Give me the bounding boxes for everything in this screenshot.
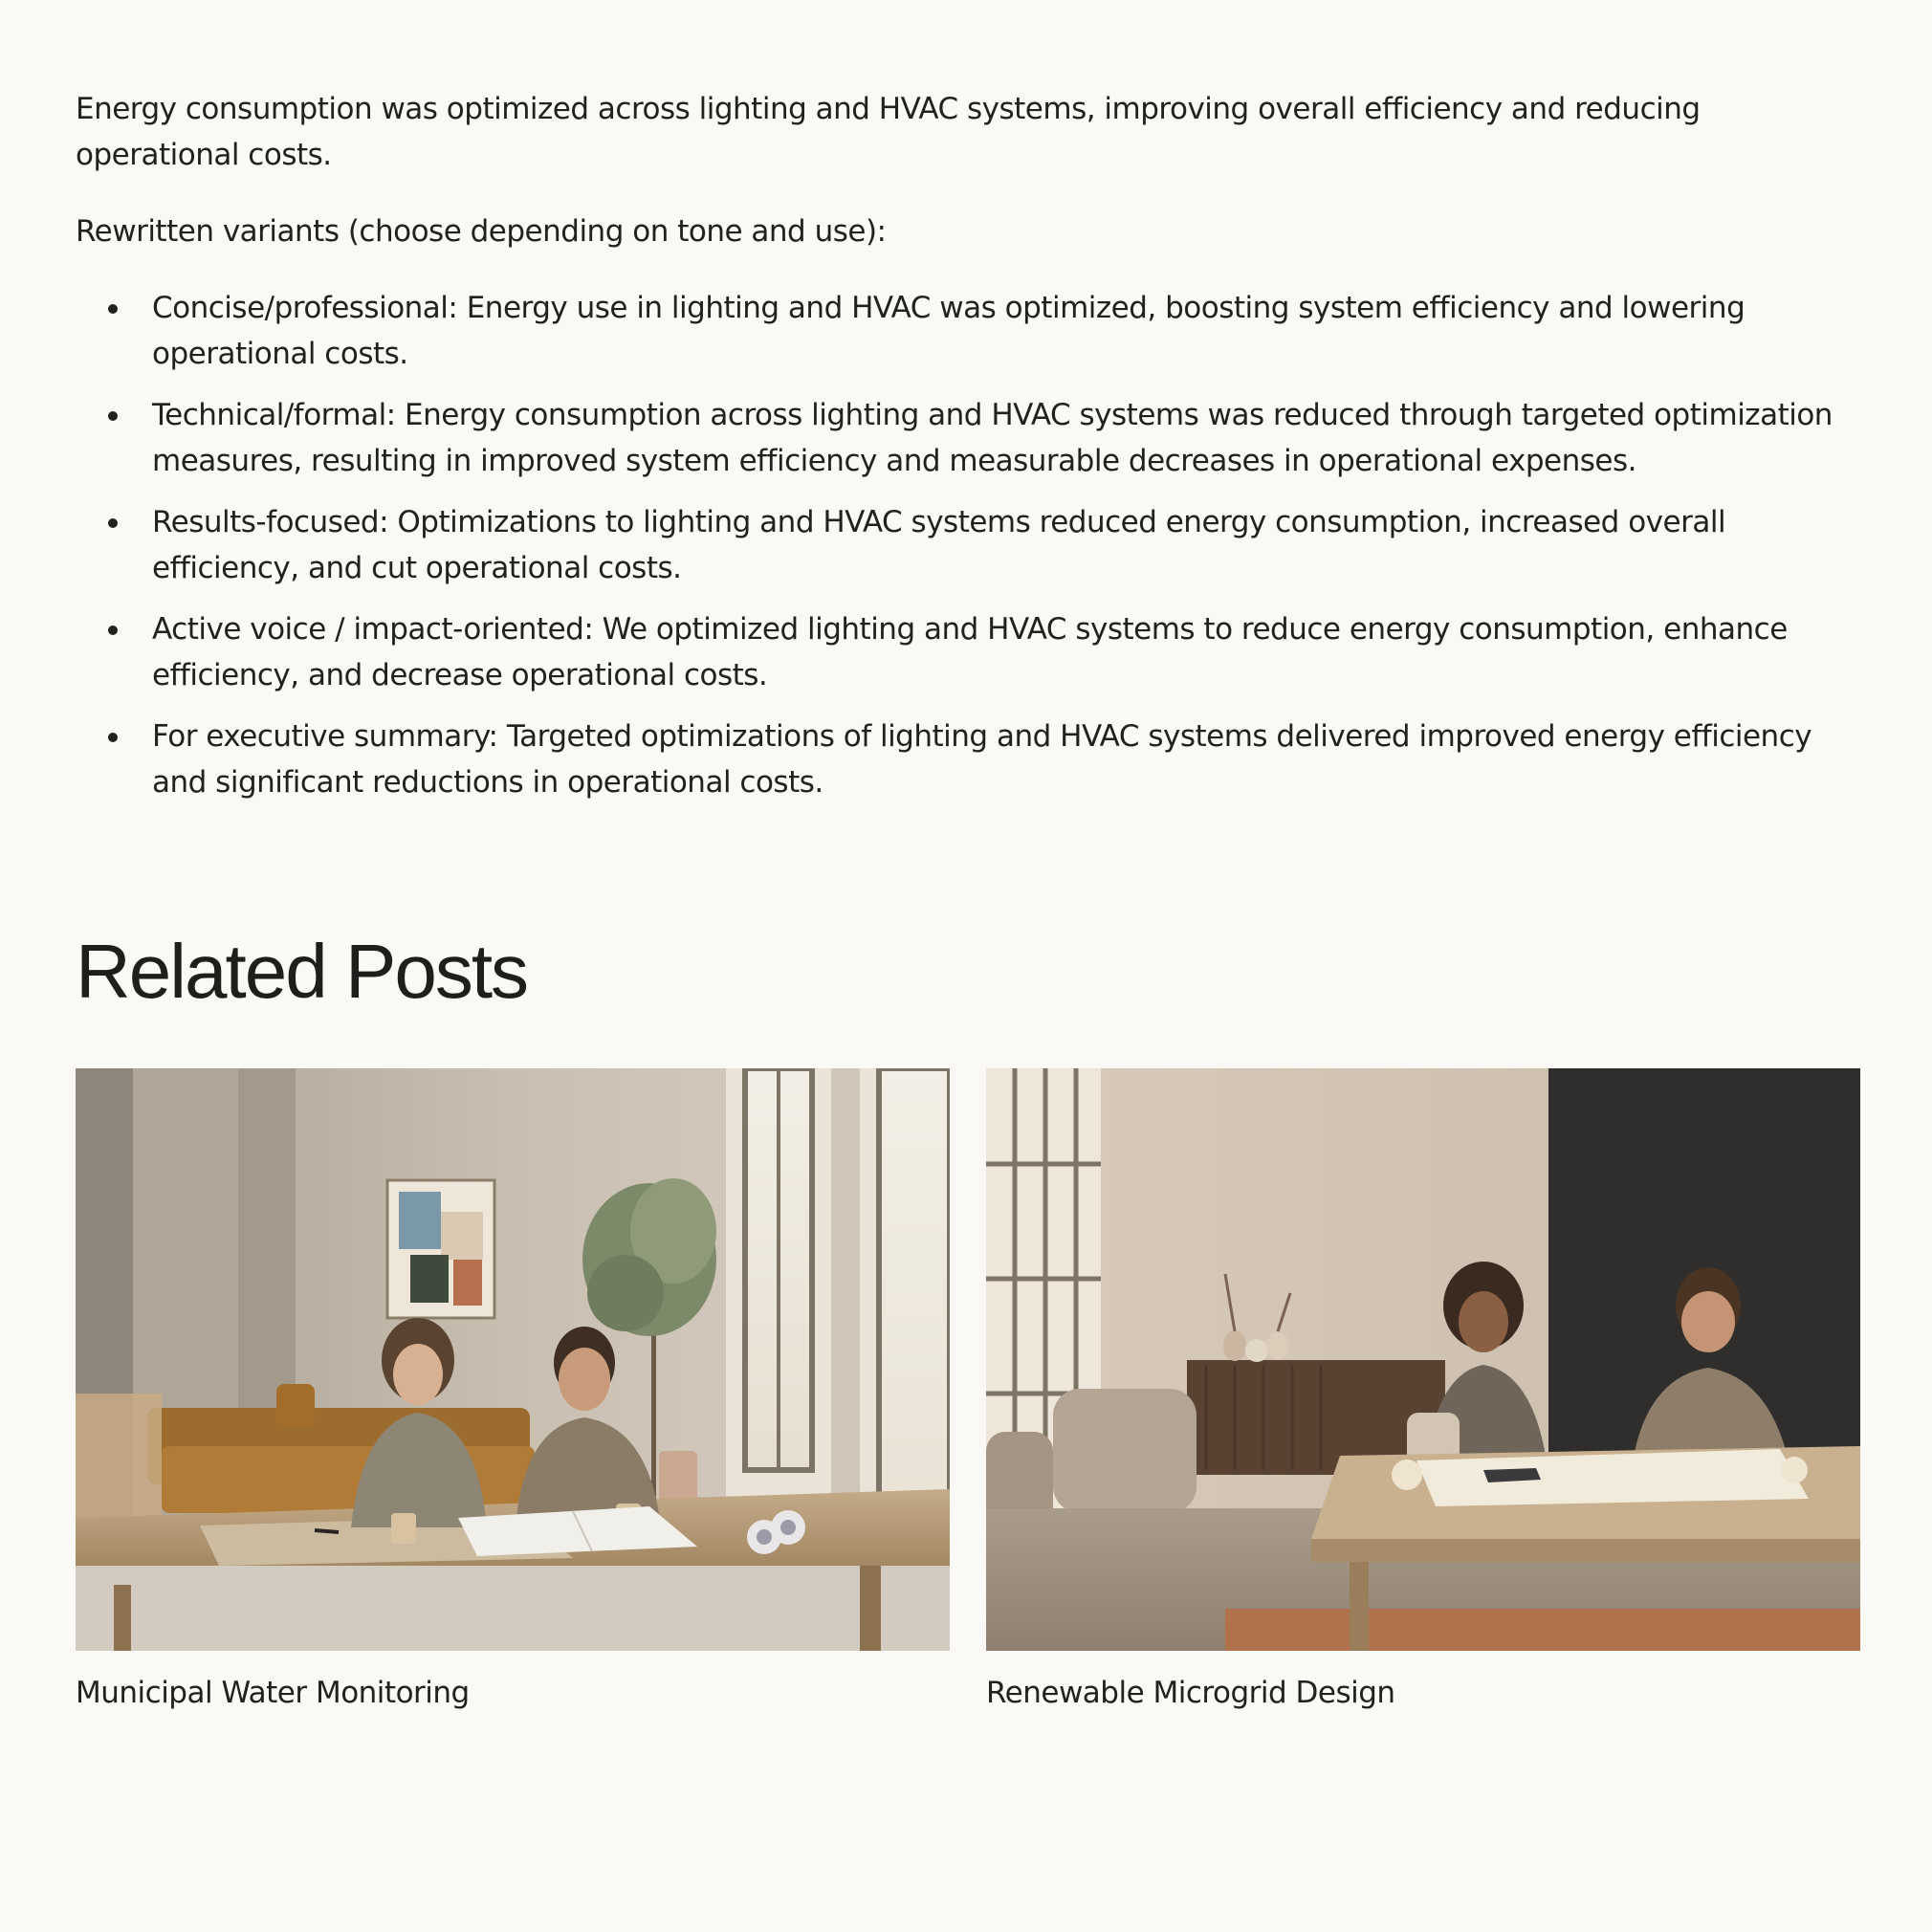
related-post-card-renewable-microgrid[interactable] <box>986 1068 1860 1714</box>
variant-text: Technical/formal: Energy consumption across lighting and HVAC systems was reduced through targeted optimization measures, resulting in improved system efficiency and measurable decreases in operational expenses. <box>152 398 1833 478</box>
post-thumbnail-image[interactable] <box>986 1068 1860 1651</box>
variant-text: For executive summary: Targeted optimizations of lighting and HVAC systems delivered improved energy efficiency and significant reductions in operational costs. <box>152 719 1812 800</box>
post-title-link[interactable]: Renewable Microgrid Design <box>986 1676 1395 1710</box>
variant-text: Results-focused: Optimizations to lighting and HVAC systems reduced energy consumption, increased overall efficiency, and cut operational costs. <box>152 505 1726 585</box>
related-posts-heading: Related Posts <box>76 929 528 1014</box>
related-post-card-municipal-water[interactable] <box>76 1068 950 1714</box>
post-thumbnail-image[interactable] <box>76 1068 950 1651</box>
bullet-icon <box>108 518 118 528</box>
bullet-icon <box>108 733 118 742</box>
bullet-icon <box>108 304 118 314</box>
bullet-icon <box>108 411 118 421</box>
list-item <box>152 714 1866 805</box>
bullet-icon <box>108 626 118 635</box>
post-title-link[interactable]: Municipal Water Monitoring <box>76 1676 470 1710</box>
variant-text: Concise/professional: Energy use in lighting and HVAC was optimized, boosting system efficiency and lowering operational costs. <box>152 291 1745 371</box>
article-intro: Energy consumption was optimized across lighting and HVAC systems, improving overall efficiency and reducing operational costs. <box>76 92 1701 172</box>
list-item <box>152 285 1866 377</box>
variant-text: Active voice / impact-oriented: We optimized lighting and HVAC systems to reduce energy consumption, enhance efficiency, and decrease operational costs. <box>152 612 1788 692</box>
variants-list <box>76 285 1866 805</box>
list-item <box>152 499 1866 591</box>
variants-label: Rewritten variants (choose depending on tone and use): <box>76 214 887 249</box>
list-item <box>152 392 1866 484</box>
article-body <box>76 86 1866 821</box>
list-item <box>152 606 1866 698</box>
